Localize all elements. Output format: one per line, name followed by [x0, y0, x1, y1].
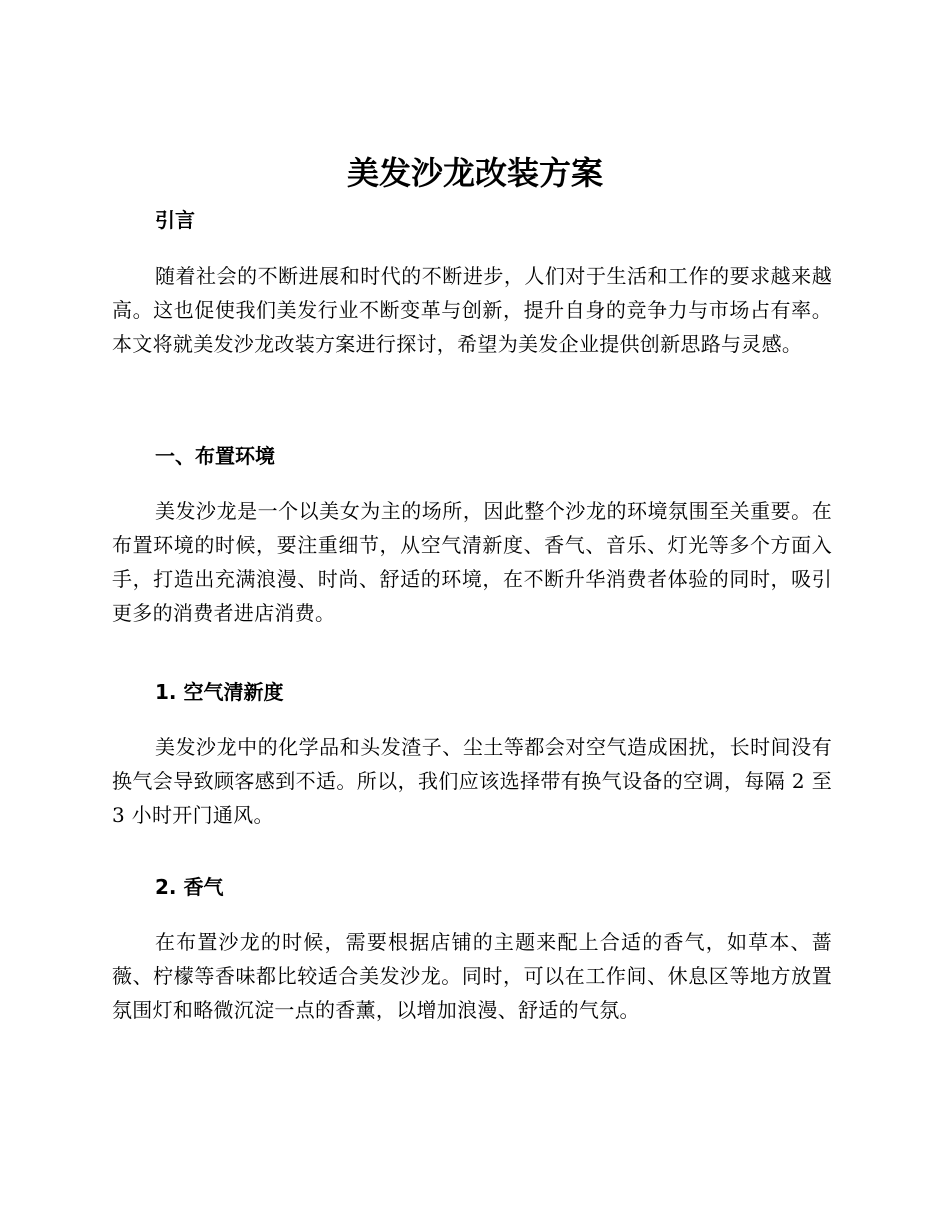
section-heading-environment: 一、布置环境: [155, 444, 275, 468]
paragraph-fragrance: 在布置沙龙的时候，需要根据店铺的主题来配上合适的香气，如草本、蔷薇、柠檬等香味都比较适合美发沙龙。同时，可以在工作间、休息区等地方放置氛围灯和略微沉淀一点的香薰，以增加浪漫、舒适的气氛。: [112, 930, 832, 1022]
document-title: 美发沙龙改装方案: [346, 154, 603, 192]
section-heading-fragrance: 2. 香气: [155, 875, 224, 899]
paragraph-air-freshness: 美发沙龙中的化学品和头发渣子、尘土等都会对空气造成困扰，长时间没有换气会导致顾客感到不适。所以，我们应该选择带有换气设备的空调，每隔 2 至 3 小时开门通风。: [112, 735, 832, 827]
paragraph-environment: 美发沙龙是一个以美女为主的场所，因此整个沙龙的环境氛围至关重要。在布置环境的时候，要注重细节，从空气清新度、香气、音乐、灯光等多个方面入手，打造出充满浪漫、时尚、舒适的环境，在不断升华消费者体验的同时，吸引更多的消费者进店消费。: [112, 499, 832, 625]
paragraph-intro: 随着社会的不断进展和时代的不断进步，人们对于生活和工作的要求越来越高。这也促使我们美发行业不断变革与创新，提升自身的竞争力与市场占有率。本文将就美发沙龙改装方案进行探讨，希望为美发企业提供创新思路与灵感。: [112, 264, 832, 356]
section-heading-intro: 引言: [155, 208, 195, 232]
section-heading-air-freshness: 1. 空气清新度: [155, 680, 284, 704]
